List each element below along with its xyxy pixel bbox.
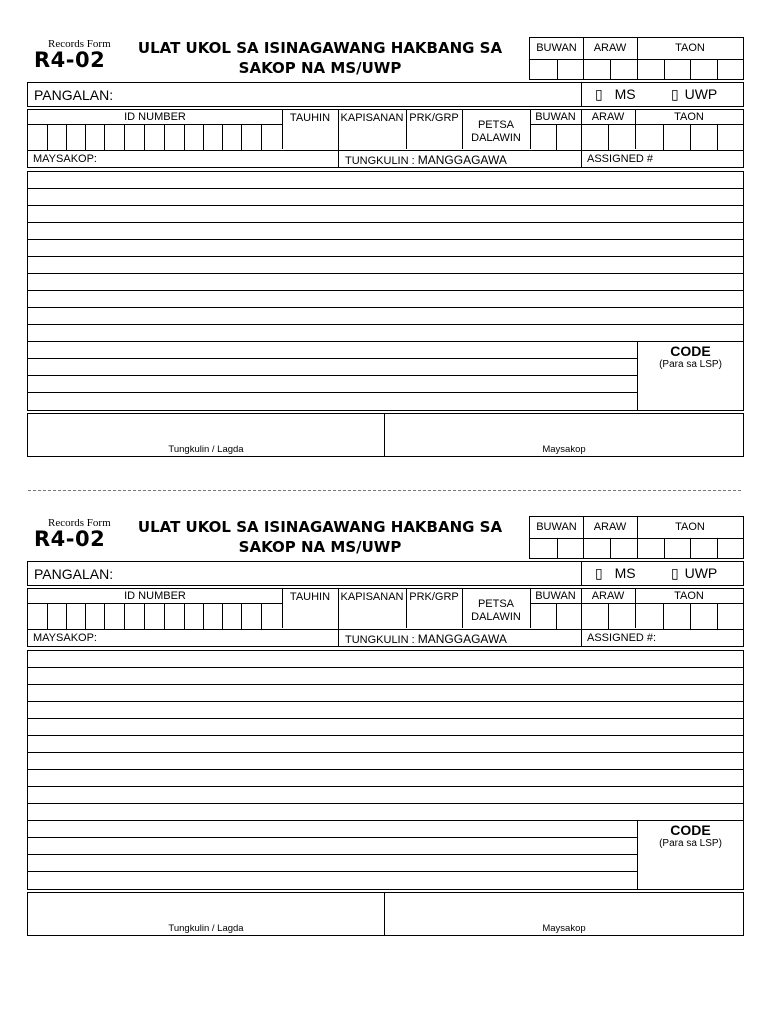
signature-left-label: Tungkulin / Lagda: [168, 444, 244, 455]
signature-left-input[interactable]: [30, 416, 382, 442]
report-month-header: BUWAN: [536, 521, 577, 533]
tauhin-input[interactable]: [283, 126, 338, 150]
petsa-label: PETSA: [477, 119, 515, 131]
report-date-grid: [529, 37, 744, 80]
form-title: [130, 517, 510, 557]
assigned-input[interactable]: [658, 151, 743, 167]
prk-grp-input[interactable]: [407, 605, 462, 629]
id-number-header: ID NUMBER: [124, 111, 186, 123]
code-sub-label: (Para sa LSP): [659, 359, 722, 370]
id-number-header: ID NUMBER: [124, 590, 186, 602]
name-input[interactable]: [118, 563, 578, 584]
dalawin-label: DALAWIN: [471, 611, 521, 623]
form-title-line2: SAKOP NA MS/UWP: [238, 538, 402, 556]
report-day-input[interactable]: [584, 60, 637, 80]
report-year-header: TAON: [675, 521, 705, 533]
checkbox-icon: ▯: [671, 565, 679, 581]
maysakop-input[interactable]: [108, 630, 336, 646]
code-sub-label: (Para sa LSP): [659, 838, 722, 849]
form-title-line1: ULAT UKOL SA ISINAGAWANG HAKBANG SA: [137, 518, 503, 536]
visit-year-input[interactable]: [636, 125, 743, 150]
name-label: PANGALAN:: [34, 87, 114, 103]
petsa-dalawin-header: [462, 598, 530, 624]
visit-year-header: TAON: [674, 111, 704, 123]
kapisanan-header: KAPISANAN: [340, 591, 404, 603]
report-year-input[interactable]: [638, 539, 743, 559]
maysakop-input[interactable]: [108, 151, 336, 167]
tungkulin-label: TUNGKULIN :: [345, 155, 418, 167]
form-title-line2: SAKOP NA MS/UWP: [238, 59, 402, 77]
assigned-label: ASSIGNED #: [587, 153, 654, 165]
visit-day-header: ARAW: [591, 111, 625, 123]
id-number-input[interactable]: [28, 125, 282, 150]
report-year-input[interactable]: [638, 60, 743, 80]
report-day-input[interactable]: [584, 539, 637, 559]
records-form-label: Records Form: [48, 517, 111, 529]
maysakop-label: MAYSAKOP:: [33, 632, 97, 644]
form-title: [130, 38, 510, 78]
name-label: PANGALAN:: [34, 566, 114, 582]
ms-label: MS: [614, 565, 636, 581]
signature-left-label: Tungkulin / Lagda: [168, 923, 244, 934]
tauhin-header: TAUHIN: [289, 112, 331, 124]
tauhin-header: TAUHIN: [289, 591, 331, 603]
signature-right-input[interactable]: [387, 895, 741, 921]
id-number-input[interactable]: [28, 604, 282, 629]
visit-month-input[interactable]: [531, 604, 581, 629]
kapisanan-input[interactable]: [339, 605, 406, 629]
uwp-label: UWP: [684, 565, 718, 581]
visit-day-input[interactable]: [582, 604, 635, 629]
tauhin-input[interactable]: [283, 605, 338, 629]
ms-checkbox[interactable]: [595, 86, 636, 103]
report-year-header: TAON: [675, 42, 705, 54]
report-lines-area[interactable]: [27, 171, 744, 411]
code-label: CODE: [670, 822, 711, 838]
uwp-checkbox[interactable]: [671, 565, 717, 582]
checkbox-icon: ▯: [595, 86, 603, 102]
visit-year-header: TAON: [674, 590, 704, 602]
tungkulin-value: MANGGAGAWA: [417, 153, 507, 167]
name-input[interactable]: [118, 84, 578, 105]
assigned-input[interactable]: [658, 630, 743, 646]
tungkulin-field: [345, 153, 507, 167]
code-label: CODE: [670, 343, 711, 359]
visit-month-header: BUWAN: [535, 111, 576, 123]
kapisanan-input[interactable]: [339, 126, 406, 150]
visit-day-input[interactable]: [582, 125, 635, 150]
ms-label: MS: [614, 86, 636, 102]
tungkulin-field: [345, 632, 507, 646]
signature-box: [27, 413, 744, 457]
form-code: R4-02: [34, 48, 106, 72]
form-code: R4-02: [34, 527, 106, 551]
prk-grp-header: PRK/GRP: [409, 112, 459, 124]
report-month-header: BUWAN: [536, 42, 577, 54]
prk-grp-input[interactable]: [407, 126, 462, 150]
records-form-label: Records Form: [48, 38, 111, 50]
form-title-line1: ULAT UKOL SA ISINAGAWANG HAKBANG SA: [137, 39, 503, 57]
records-form: [0, 479, 768, 949]
records-form: [0, 0, 768, 470]
signature-right-input[interactable]: [387, 416, 741, 442]
maysakop-label: MAYSAKOP:: [33, 153, 97, 165]
report-day-header: ARAW: [593, 42, 627, 54]
tungkulin-value: MANGGAGAWA: [417, 632, 507, 646]
report-month-input[interactable]: [530, 539, 583, 559]
signature-right-label: Maysakop: [542, 923, 586, 934]
checkbox-icon: ▯: [595, 565, 603, 581]
signature-right-label: Maysakop: [542, 444, 586, 455]
cut-line: [28, 490, 741, 491]
visit-month-header: BUWAN: [535, 590, 576, 602]
info-table: [27, 588, 744, 647]
uwp-label: UWP: [684, 86, 718, 102]
name-row: [27, 561, 744, 586]
dalawin-label: DALAWIN: [471, 132, 521, 144]
signature-box: [27, 892, 744, 936]
report-day-header: ARAW: [593, 521, 627, 533]
checkbox-icon: ▯: [671, 86, 679, 102]
ms-checkbox[interactable]: [595, 565, 636, 582]
report-month-input[interactable]: [530, 60, 583, 80]
petsa-label: PETSA: [477, 598, 515, 610]
name-row: [27, 82, 744, 107]
prk-grp-header: PRK/GRP: [409, 591, 459, 603]
signature-left-input[interactable]: [30, 895, 382, 921]
uwp-checkbox[interactable]: [671, 86, 717, 103]
visit-day-header: ARAW: [591, 590, 625, 602]
report-lines-area[interactable]: [27, 650, 744, 890]
tungkulin-label: TUNGKULIN :: [345, 634, 418, 646]
visit-year-input[interactable]: [636, 604, 743, 629]
info-table: [27, 109, 744, 168]
kapisanan-header: KAPISANAN: [340, 112, 404, 124]
visit-month-input[interactable]: [531, 125, 581, 150]
petsa-dalawin-header: [462, 119, 530, 145]
assigned-label: ASSIGNED #:: [587, 632, 657, 644]
report-date-grid: [529, 516, 744, 559]
